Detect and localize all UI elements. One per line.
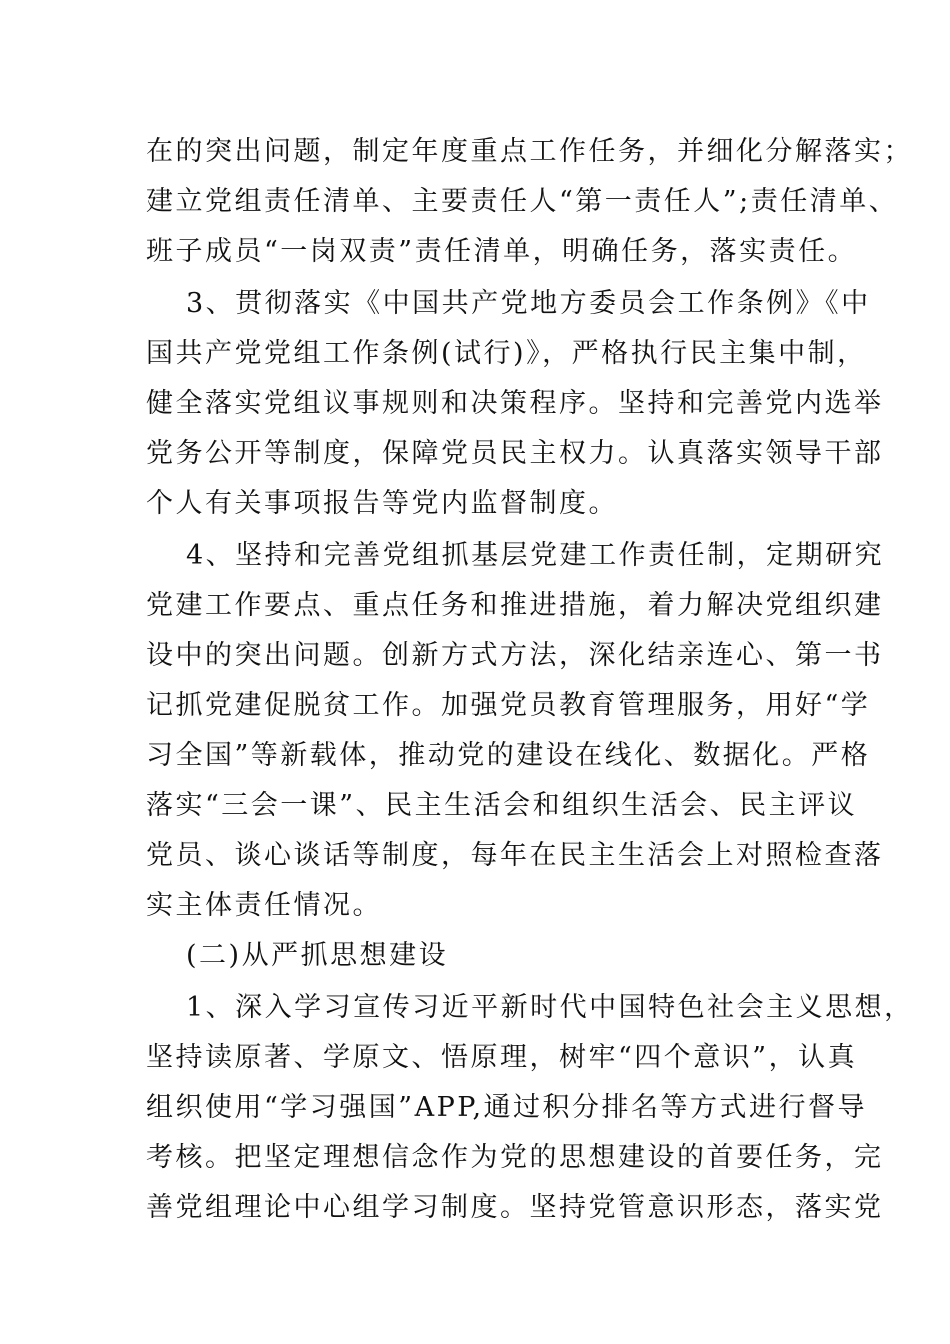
text-line: 健全落实党组议事规则和决策程序。坚持和完善党内选举 xyxy=(146,388,884,419)
text-line: 党务公开等制度，保障党员民主权力。认真落实领导干部 xyxy=(146,438,884,469)
text-line: 设中的突出问题。创新方式方法，深化结亲连心、第一书 xyxy=(146,640,884,671)
text-line: 党员、谈心谈话等制度，每年在民主生活会上对照检查落 xyxy=(146,840,884,871)
text-line: 落实“三会一课”、民主生活会和组织生活会、民主评议 xyxy=(146,790,858,821)
paragraph-start-line: 3、贯彻落实《中国共产党地方委员会工作条例》《中 xyxy=(186,288,871,319)
text-line: 个人有关事项报告等党内监督制度。 xyxy=(146,488,618,519)
text-line: 考核。把坚定理想信念作为党的思想建设的首要任务，完 xyxy=(146,1142,884,1173)
text-line: 班子成员“一岗双责”责任清单，明确任务，落实责任。 xyxy=(146,236,858,267)
text-line: 实主体责任情况。 xyxy=(146,890,382,921)
text-line: 坚持读原著、学原文、悟原理，树牢“四个意识”，认真 xyxy=(146,1042,858,1073)
text-line: 党建工作要点、重点任务和推进措施，着力解决党组织建 xyxy=(146,590,884,621)
text-line: 善党组理论中心组学习制度。坚持党管意识形态，落实党 xyxy=(146,1192,884,1223)
paragraph-start-line: 1、深入学习宣传习近平新时代中国特色社会主义思想， xyxy=(186,992,914,1023)
text-line: 记抓党建促脱贫工作。加强党员教育管理服务，用好“学 xyxy=(146,690,871,721)
text-line: 习全国”等新载体，推动党的建设在线化、数据化。严格 xyxy=(146,740,871,771)
section-heading: (二)从严抓思想建设 xyxy=(186,940,449,971)
paragraph-start-line: 4、坚持和完善党组抓基层党建工作责任制，定期研究 xyxy=(186,540,885,571)
text-line: 在的突出问题，制定年度重点工作任务，并细化分解落实； xyxy=(146,136,913,167)
text-line: 国共产党党组工作条例(试行)》，严格执行民主集中制， xyxy=(146,338,867,369)
text-line: 建立党组责任清单、主要责任人“第一责任人”;责任清单、 xyxy=(146,186,899,217)
text-line: 组织使用“学习强国”APP,通过积分排名等方式进行督导 xyxy=(146,1092,868,1123)
